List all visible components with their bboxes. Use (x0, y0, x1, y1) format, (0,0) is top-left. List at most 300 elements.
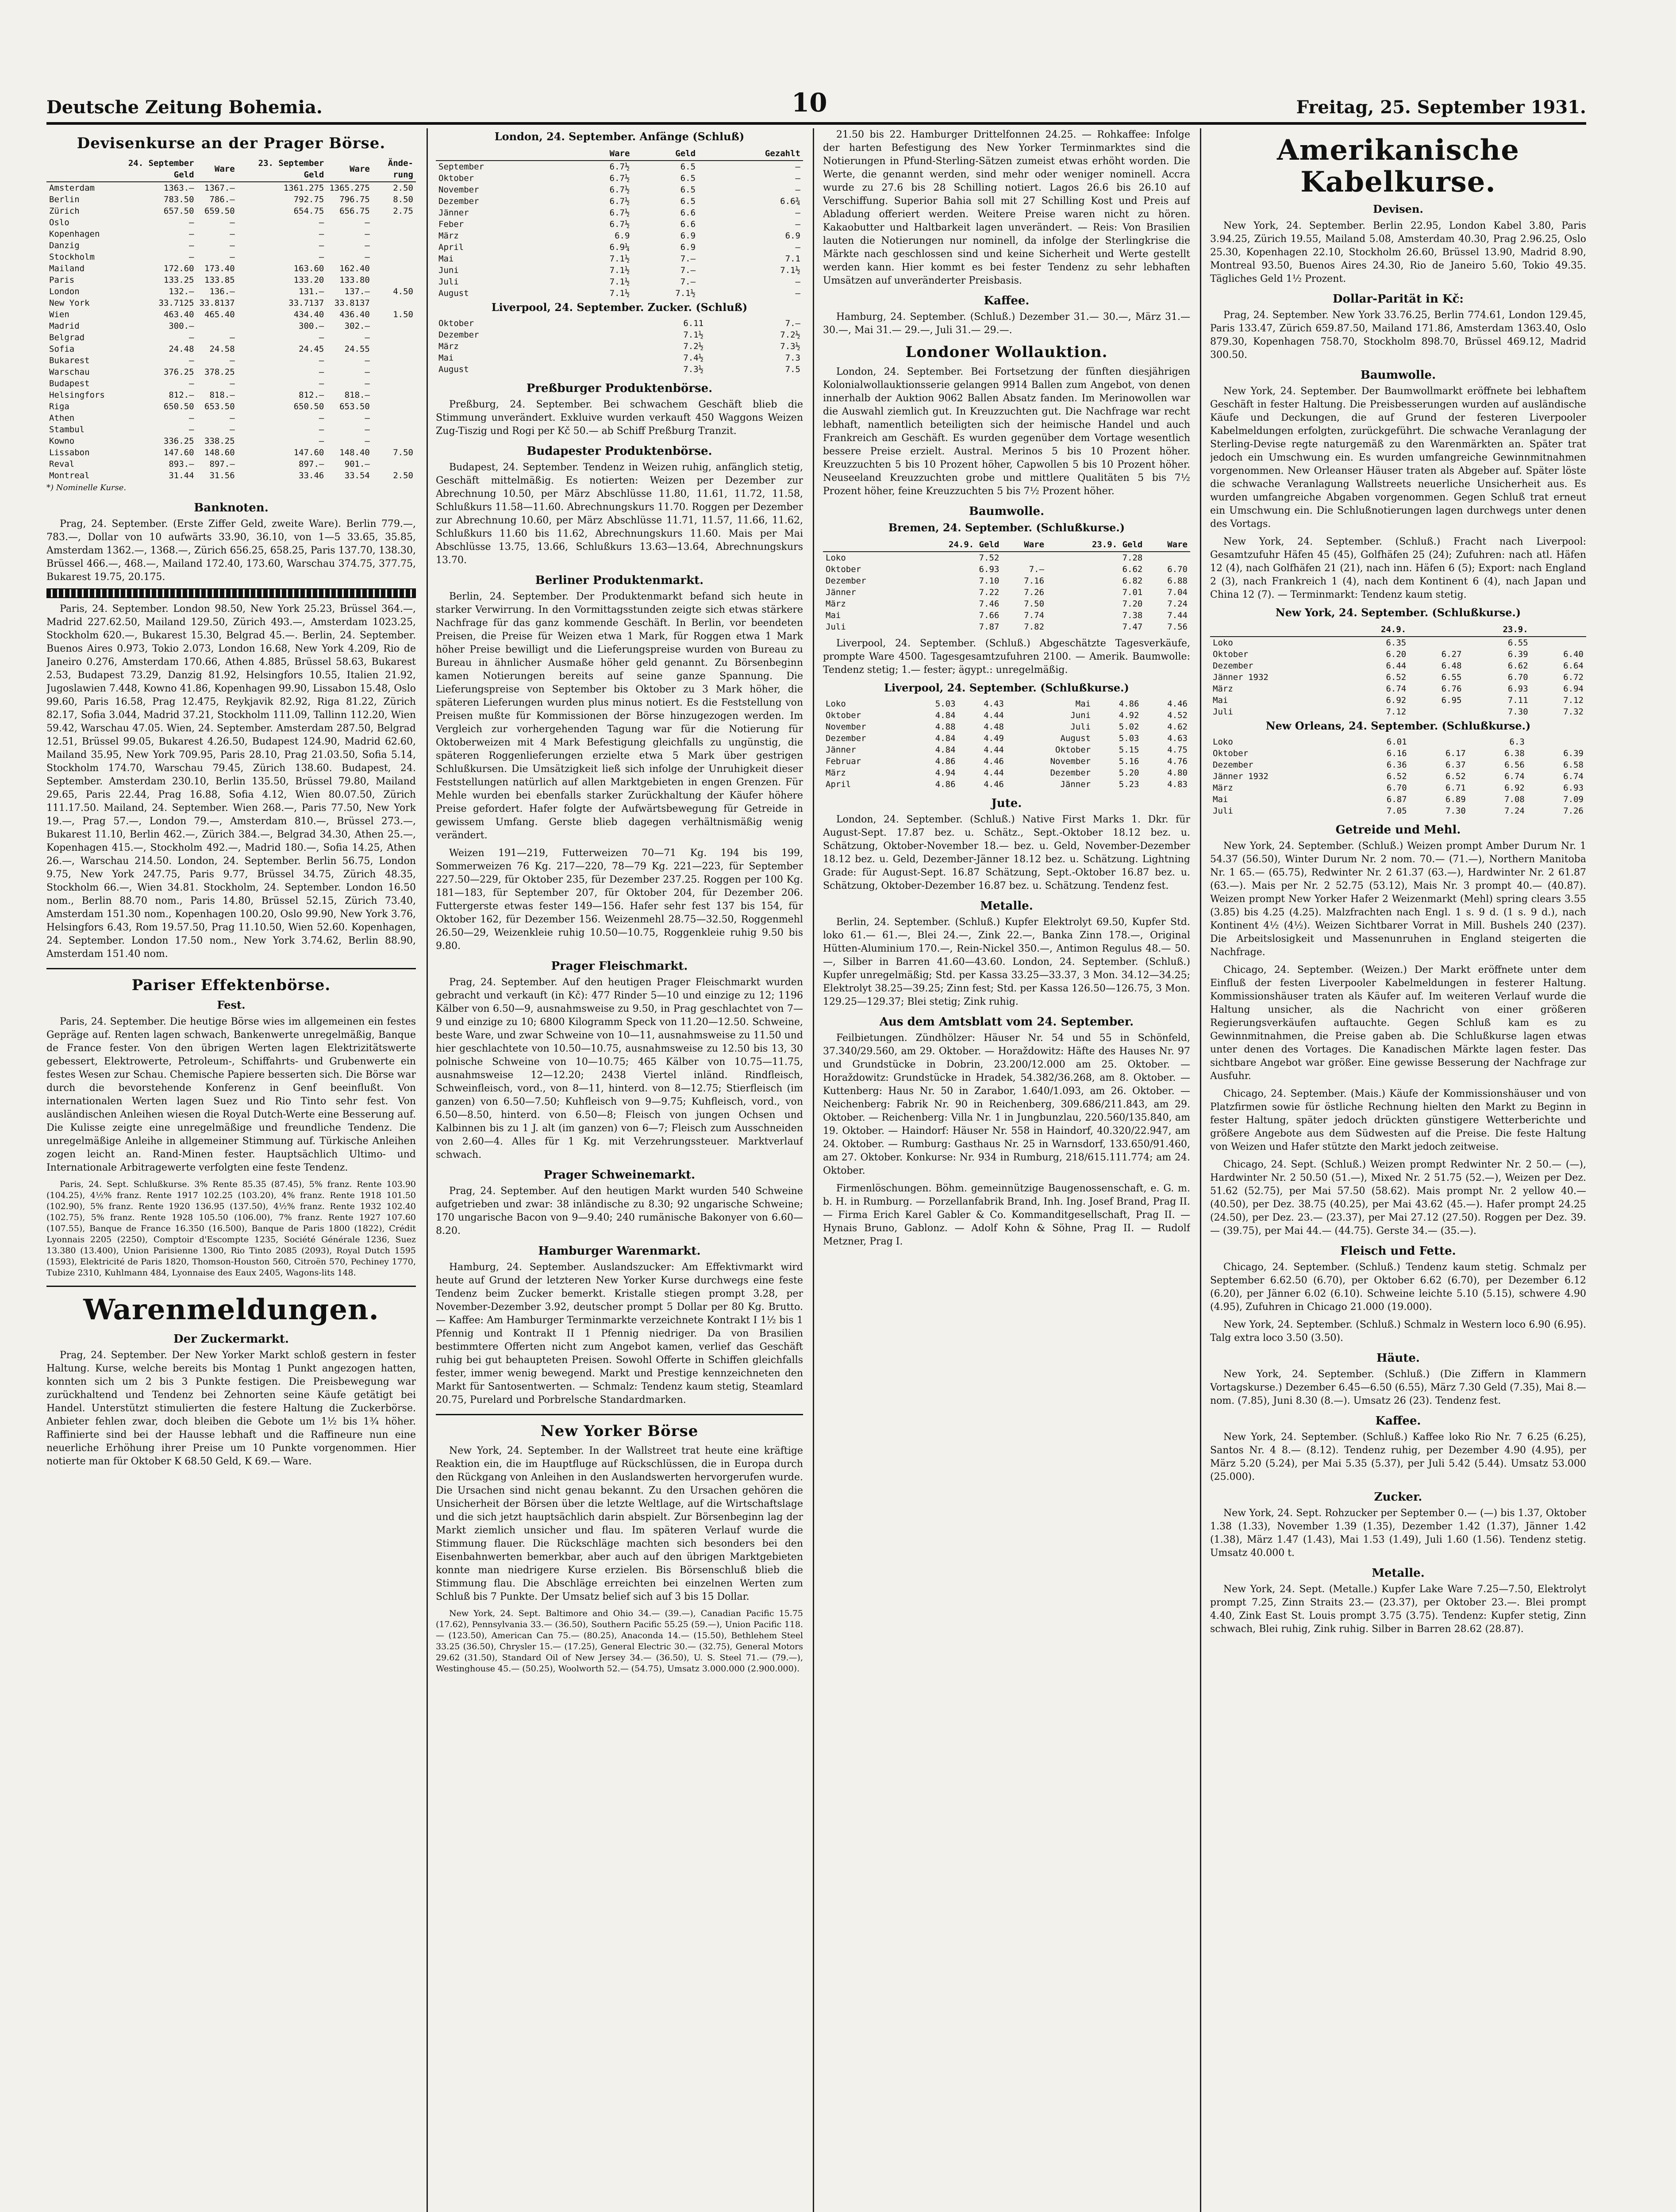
table-cell: 818.— (209, 390, 235, 400)
table-cell: 31.44 (169, 471, 194, 480)
table-cell: — (319, 436, 324, 446)
table-cell: Feber (438, 219, 464, 229)
table-cell (373, 435, 416, 447)
table-cell: Stambul (49, 425, 85, 434)
table-cell: 4.80 (1167, 768, 1188, 778)
table-cell: 4.63 (1167, 733, 1188, 743)
table-row (436, 364, 803, 375)
table-cell: 7.82 (1024, 622, 1045, 632)
table-row (823, 710, 1190, 721)
table-cell: 4.86 (1119, 699, 1139, 709)
table-cell (373, 401, 416, 412)
table-row (1210, 736, 1586, 748)
table-cell: 133.25 (163, 275, 194, 285)
nyboerse-courses: New York, 24. Sept. Baltimore and Ohio 34.— (39.—), Canadian Pacific 15.75 (17.62), Pennsylvania 33.— (36.50), Southern Pacific 55.25 (59.—), Union Pacific 118.— (123.50), American Can 75.— (80.25), Anaconda 14.— (15.50), Bethlehem Steel 33.25 (36.50), Chrysler 15.— (17.25), General Electric 30.— (32.75), General Motors 29.62 (31.50), Standard Oil of New Jersey 34.— (36.50), U. S. Steel 71.— (79.—), Westinghouse 45.— (50.25), Woolworth 52.— (54.75), Umsatz 3.000.000 (2.900.000). (436, 1609, 803, 1674)
table-cell: — (795, 162, 800, 172)
table-cell: 4.84 (935, 710, 956, 720)
table-header-cell: 23. September Geld (238, 157, 327, 182)
table-cell: Lissabon (49, 448, 90, 457)
table-row (436, 196, 803, 207)
table-row (823, 767, 1190, 779)
table-row (46, 470, 416, 481)
table-cell (373, 458, 416, 470)
table-row (823, 744, 1190, 756)
table-cell: London (49, 287, 80, 296)
bremen-heading: Bremen, 24. September. (Schlußkurse.) (888, 521, 1125, 534)
section-rule (46, 968, 416, 969)
table-cell: 4.84 (935, 733, 956, 743)
table-cell: Dezember (438, 330, 479, 340)
table-cell: 796.75 (339, 195, 370, 204)
table-cell: 6.7½ (609, 219, 630, 229)
table-row (46, 343, 416, 355)
table-cell: 7.24 (1504, 806, 1525, 816)
table-cell: 7.12 (1386, 707, 1407, 717)
table-cell: — (795, 208, 800, 218)
table-cell: 7.22 (979, 588, 999, 597)
table-row (46, 389, 416, 401)
ny-baumwolle-heading: Baumwolle. (1360, 369, 1436, 382)
table-cell: 33.54 (344, 471, 370, 480)
table-cell: 6.39 (1507, 649, 1528, 659)
table-cell: 6.01 (1386, 737, 1407, 747)
table-cell: 6.5 (680, 162, 696, 172)
table-row (436, 318, 803, 329)
berlin-prices: Weizen 191—219, Futterweizen 70—71 Kg. 194 bis 199, Sommerweizen 76 Kg. 217—220, 78—79 Kg. 221—223, für September 227.50—229, für Oktober 235, für Dezember 237.25. Roggen per 100 Kg. 181—183, für September 207, für Oktober 204, für Dezember 206. Futtergerste etwas fester 149—156. Hafer sehr fest 137 bis 154, für Oktober 162, für Dezember 156. Weizenmehl 28.75—32.50, Roggenmehl 26.50—29, Weizenkleie ruhig 10.50—10.75, Roggenkleie ruhig 9.50 bis 9.80. (436, 848, 803, 952)
table-cell: April (438, 242, 464, 252)
table-cell: 6.5 (680, 173, 696, 183)
table-row (46, 205, 416, 217)
hamburg-heading: Hamburger Warenmarkt. (538, 1244, 701, 1258)
table-cell: 6.82 (1122, 576, 1143, 586)
rohkaffee-text: 21.50 bis 22. Hamburger Drittelfonnen 24.25. — Rohkaffee: Infolge der harten Befestigung des New Yorker Terminmarktes sind die Notierungen in Pfund-Sterling-Sätzen zumeist etwas erhöht worden. Die Werte, die genannt werden, sind mehr oder weniger nominell. Accra wurde zu 27.6 bis 28 Schilling notiert. Lagos 26.6 bis 26.10 auf Verschiffung. Superior Bahia soll mit 27 Schilling Kost und Preis auf Abladung offeriert werden. Weitere Preise waren nicht zu hören. Kakaobutter und Haltbarkeit lagen unverändert. — Reis: Von Brasilien lauten die Notierungen nur nominell, da infolge der Sterlingkrise die Märkte nach geschlossen sind und keine Sicherheit und Werte gestellt werden kann. Hier kommt es bei fester Tendenz zu sehr lebhaften Umsätzen auf unveränderter Preisbasis. (823, 129, 1190, 286)
prag-schwein-text: Prag, 24. September. Auf den heutigen Markt wurden 540 Schweine aufgetrieben und zwar: 38 inländische zu 8.30; 92 ungarische Schweine; 170 ungarische Bacon von 9—9.40; 240 rumänische Bakonyer von 6.60—8.20. (436, 1186, 803, 1237)
table-cell: Montreal (49, 471, 90, 480)
table-cell: 6.52 (1445, 772, 1466, 781)
table-cell: 7.87 (979, 622, 999, 632)
table-header-cell: 24. September Geld (108, 157, 197, 182)
table-cell: 163.60 (293, 264, 324, 273)
masthead (46, 87, 1586, 125)
column-4 (1210, 128, 1586, 2212)
table-cell: 4.49 (984, 733, 1004, 743)
table-header-cell (823, 538, 903, 552)
ny-baumwolle-text: New York, 24. September. Der Baumwollmarkt eröffnete bei lebhaftem Geschäft in fester Haltung. Die Preisbesserungen wurden auf ausländische Käufe und Deckungen, die auf Grund der festeren Liverpooler Kabelmeldungen erfolgten, zurückgeführt. Die schwache Veranlagung der Sterling-Devise regte naturgemäß zu den Warenmärkten an. Später trat jedoch ein Umschwung ein. Es wurden umfangreiche Gewinnmitnahmen vorgenommen. New Orleanser Häuser traten als Abgeber auf. Später löste die schwache Veranlagung Wallstreets neuerliche Unsicherheit aus. Es wurden umfangreiche Abgaben vorgenommen. Gegen Schluß trat erneut ein Umschwung ein. Die Schlußnotierungen lagen durchwegs unter denen des Vortags. (1210, 386, 1586, 530)
table-row (1210, 748, 1586, 759)
table-cell: 7.08 (1504, 795, 1525, 804)
table-cell: Oktober (1055, 745, 1091, 755)
table-cell: 24.58 (209, 344, 235, 354)
auslandsboersen-text: Paris, 24. September. London 98.50, New York 25.23, Brüssel 364.—, Madrid 227.62.50, Mailand 129.50, Zürich 493.—, Amsterdam 1023.25, Stockholm 620.—, Bukarest 15.30, Belgrad 45.—. Berlin, 24. September. Buenos Aires 0.973, Tokio 2.073, London 16.68, New York 4.209, Rio de Janeiro 0.276, Amsterdam 170.66, Athen 4.885, Brüssel 58.63, Bukarest 2.53, Budapest 73.29, Danzig 81.92, Helsingfors 10.55, Italien 21.92, Jugoslawien 7.448, Kowno 41.86, Kopenhagen 99.90, Lissabon 15.48, Oslo 99.60, Paris 16.58, Prag 12.475, Reykjavik 82.92, Riga 81.22, Zürich 82.17, Sofia 3.044, Madrid 37.21, Stockholm 111.09, Tallinn 112.20, Wien 59.42, Warschau 47.05. Wien, 24. September. Amsterdam 287.50, Belgrad 12.51, Brüssel 99.05, Bukarest 4.26.50, Budapest 124.90, Madrid 62.60, Mailand 35.95, New York 709.95, Paris 28.10, Prag 21.03.50, Sofia 5.14, Stockholm 174.70, Warschau 79.45, Zürich 138.60. Budapest, 24. September. Amsterdam 230.10, Berlin 135.50, Brüssel 79.80, Mailand 29.65, Paris 22.44, Prag 16.88, Sofia 4.12, Wien 80.07.50, Zürich 111.17.50. Mailand, 24. September. Wien 268.—, Paris 77.50, New York 19.—, Prag 57.—, London 79.—, Amsterdam 810.—, Brüssel 273.—, Bukarest 11.10, Berlin 462.—, Zürich 384.—, Belgrad 34.30, Athen 25.—, Kopenhagen 415.—, Stockholm 492.—, Madrid 180.—, Sofia 14.25, Athen 26.—, Warschau 214.50. London, 24. September. Berlin 56.75, London 9.75, New York 247.75, Paris 9.77, Brüssel 34.75, Zürich 48.35, Stockholm 66.—, Wien 34.81. Stockholm, 24. September. London 16.50 nom., Berlin 88.70 nom., Paris 14.80, Brüssel 52.15, Zürich 73.40, Amsterdam 151.30 nom., Kopenhagen 100.20, Oslo 99.90, New York 3.76, Helsingfors 6.43, Rom 19.57.50, Prag 11.10.50, Wien 52.60. Kopenhagen, 24. September. London 17.50 nom., New York 3.74.62, Berlin 88.90, Amsterdam 151.40 nom. (46, 603, 416, 960)
table-cell: 6.35 (1386, 638, 1407, 648)
table-cell: 812.— (299, 390, 324, 400)
table-cell: 7.1½ (683, 330, 704, 340)
table-cell: 7.04 (1167, 588, 1188, 597)
table-cell: 5.03 (1119, 733, 1139, 743)
london-zucker-table (436, 147, 803, 299)
table-cell: 33.8137 (199, 298, 235, 308)
table-cell: — (189, 229, 194, 239)
table-cell: — (230, 356, 235, 365)
table-row (1210, 759, 1586, 771)
table-row (46, 274, 416, 286)
table-cell: — (365, 436, 370, 446)
table-cell: Mai (1213, 695, 1228, 705)
table-cell: — (365, 229, 370, 239)
table-cell: 6.9 (785, 231, 800, 241)
prag-fleisch-heading: Prager Fleischmarkt. (551, 960, 688, 973)
table-row (823, 756, 1190, 767)
table-cell (373, 240, 416, 251)
table-cell: — (319, 252, 324, 262)
table-row (823, 733, 1190, 744)
table-cell: Mai (826, 611, 841, 620)
ny-zucker-heading: Zucker. (1374, 1490, 1422, 1504)
table-cell: 6.72 (1563, 672, 1584, 682)
ny-bw-heading: New York, 24. September. (Schlußkurse.) (1275, 606, 1521, 619)
table-cell: 7.56 (1167, 622, 1188, 632)
table-cell: Dezember (826, 576, 866, 586)
table-cell: — (319, 356, 324, 365)
table-cell: März (826, 599, 846, 609)
table-cell: — (795, 242, 800, 252)
table-cell: 6.6 (680, 219, 696, 229)
ny-schmalz-text: New York, 24. September. (Schluß.) Schmalz in Western loco 6.90 (6.95). Talg extra loco 3.50 (3.50). (1210, 1319, 1586, 1344)
wolle-text: London, 24. September. Bei Fortsetzung der fünften diesjährigen Kolonialwollauktionsserie gelangen 9914 Ballen zum Angebot, von denen innerhalb der Auktion 9062 Ballen Absatz fanden. Im Merinowollen war die Auswahl ziemlich gut. In Kreuzzuchten gut. Die Nachfrage war recht lebhaft, namentlich beteiligten sich der heimische Handel und auch Frankreich am Geschäft. Es wurden gegenüber dem Vortage wesentlich bessere Preise erzielt. Austral. Merinos 5 bis 10 Prozent höher. Kreuzzuchten 5 bis 10 Prozent höher, Capwollen 5 bis 10 Prozent höher. Neuseeland Kreuzzuchten grobe und mittlere Qualitäten 5 bis 7½ Prozent höher, feine Kreuzzuchten 5 bis 7½ Prozent höher. (823, 366, 1190, 497)
london-zucker-heading: London, 24. September. Anfänge (Schluß) (494, 130, 745, 143)
berlin-heading: Berliner Produktenmarkt. (535, 574, 704, 587)
table-cell: 6.74 (1563, 772, 1584, 781)
table-cell: 4.76 (1167, 757, 1188, 766)
table-cell: Reval (49, 459, 75, 469)
table-cell: 7.11 (1507, 695, 1528, 705)
table-header-cell (46, 157, 108, 182)
table-cell: 300.— (169, 321, 194, 331)
table-cell: 6.62 (1122, 565, 1143, 574)
table-cell: Paris (49, 275, 75, 285)
table-cell: 434.40 (293, 310, 324, 319)
table-header-cell: Ware (197, 157, 238, 182)
metalle-text: Berlin, 24. September. (Schluß.) Kupfer Elektrolyt 69.50, Kupfer Std. loko 61.— 61.—, Blei 24.—, Zink 22.—, Banka Zinn 178.—, Original Hütten-Aluminium 170.—, Rein-Nickel 350.—, Antimon Regulus 48.— 50.—, Silber in Barren 41.60—43.60. London, 24. September. (Schluß.) Kupfer unregelmäßig; Std. per Kassa 33.25—33.37, 3 Mon. 34.12—34.25; Elektrolyt 38.25—39.25; Zinn fest; Std. per Kassa 126.50—126.75, 3 Mon. 129.25—129.37; Blei stetig; Zink ruhig. (823, 917, 1190, 1007)
table-cell: — (319, 413, 324, 423)
table-header-cell: 24.9. (1342, 623, 1409, 637)
table-cell: Kopenhagen (49, 229, 100, 239)
table-cell: 4.43 (984, 699, 1004, 709)
table-cell: Oslo (49, 218, 69, 227)
table-cell: 7.3 (785, 353, 800, 363)
table-cell: Stockholm (49, 252, 95, 262)
table-cell: 6.95 (1441, 695, 1462, 705)
table-cell: 7.52 (979, 553, 999, 563)
chicago-text: Chicago, 24. September. (Weizen.) Der Markt eröffnete unter dem Einfluß der festen Liverpooler Kabelmeldungen in festerer Haltung. Kommissionshäuser traten als Käufer auf. Im weiteren Verlauf wurde die Haltung unsicher, als die Nachricht von einer größeren Regierungsverkäufen auftauchte. Gegen Schluß kam es zu Gewinnmitnahmen, die Preise gaben ab. Die Schlußkurse lagen etwas unter denen des Vortages. Die Kanadischen Märkte lagen fester. Das sichtbare Angebot war größer. Eine gewisse Besserung der Nachfrage zur Ausfuhr. (1210, 964, 1586, 1082)
table-cell: 654.75 (293, 206, 324, 216)
table-cell: Loko (1213, 638, 1233, 648)
chicago-mais: Chicago, 24. September. (Mais.) Käufe der Kommissionshäuser und von Platzfirmen sowie für östliche Rechnung hielten den Markt zu Beginn in fester Haltung, später jedoch drückten günstigere Wetterberichte und größere Angebote aus dem Südwesten auf die Preise. Die feste Haltung von Weizen und Hafer stützte den Markt jedoch zeitweise. (1210, 1088, 1586, 1152)
table-row (436, 288, 803, 299)
table-row (1210, 805, 1586, 817)
fleisch-heading: Fleisch und Fette. (1340, 1244, 1456, 1258)
table-cell: 7.1½ (780, 265, 800, 275)
table-cell: 6.52 (1386, 772, 1407, 781)
table-cell: 6.7½ (609, 185, 630, 195)
table-row (436, 253, 803, 265)
table-row (823, 587, 1190, 598)
table-row (1210, 695, 1586, 706)
table-cell (1527, 736, 1586, 748)
table-cell: 6.58 (1563, 760, 1584, 770)
devisen-subheading: Devisen. (1373, 203, 1423, 215)
table-row (1210, 637, 1586, 649)
table-cell: 6.40 (1563, 649, 1584, 659)
jute-heading: Jute. (991, 797, 1022, 810)
table-cell: — (795, 277, 800, 287)
table-cell: Budapest (49, 379, 90, 388)
table-cell: Dezember (438, 196, 479, 206)
table-cell: — (319, 229, 324, 239)
table-cell: Februar (826, 757, 861, 766)
table-cell: 6.70 (1507, 672, 1528, 682)
table-cell: 24.45 (299, 344, 324, 354)
table-cell: 6.92 (1504, 783, 1525, 793)
ny-kaffee-text: New York, 24. September. (Schluß.) Kaffee loko Rio Nr. 7 6.25 (6.25), Santos Nr. 4 8.— (8.12). Tendenz ruhig, per Dezember 4.90 (4.95), per März 5.20 (5.24), per Mai 5.35 (5.37), per Juli 5.42 (5.44). Umsatz 53.000 (25.000). (1210, 1432, 1586, 1482)
table-cell: 465.40 (204, 310, 235, 319)
table-cell: 650.50 (293, 402, 324, 411)
table-cell: März (438, 231, 459, 241)
table-header-cell: 23.9. (1465, 623, 1531, 637)
table-cell: 6.7½ (609, 162, 630, 172)
table-cell: 7.50 (1024, 599, 1045, 609)
table-cell: 7.— (680, 277, 696, 287)
table-cell: Amsterdam (49, 183, 95, 193)
table-row (436, 352, 803, 364)
column-rule (813, 128, 814, 2212)
paris-subheading: Fest. (217, 998, 246, 1011)
table-cell: Loko (826, 699, 846, 709)
table-cell: — (319, 425, 324, 434)
table-cell: — (319, 379, 324, 388)
table-cell: 5.02 (1119, 722, 1139, 732)
table-cell: 4.83 (1167, 780, 1188, 789)
table-cell: Mailand (49, 264, 85, 273)
table-cell: 5.20 (1119, 768, 1139, 778)
table-cell: Oktober (1213, 649, 1249, 659)
table-cell: 133.80 (339, 275, 370, 285)
table-cell: Juli (826, 622, 846, 632)
table-cell: Madrid (49, 321, 80, 331)
table-cell: Mai (1213, 795, 1228, 804)
table-cell: 6.64 (1563, 661, 1584, 671)
fleisch-text: Chicago, 24. September. (Schluß.) Tendenz kaum stetig. Schmalz per September 6.62.50 (6.70), per Oktober 6.62 (6.70), per Dezember 6.12 (6.20), per Jänner 6.02 (6.10). Schweine leichte 5.10 (5.15), schwere 4.90 (4.95), Zufuhren in Chicago 21.000 (19.000). (1210, 1262, 1586, 1313)
table-header-cell: Änderung (373, 157, 416, 182)
table-cell: Juli (1213, 806, 1233, 816)
table-cell: 659.50 (204, 206, 235, 216)
table-cell: 4.75 (1167, 745, 1188, 755)
table-row (436, 341, 803, 352)
table-row (823, 575, 1190, 587)
table-cell: 7.4½ (683, 353, 704, 363)
table-cell: 6.17 (1445, 749, 1466, 758)
zucker-heading: Der Zuckermarkt. (173, 1333, 289, 1346)
table-row (46, 401, 416, 412)
table-row (46, 320, 416, 332)
table-cell: Dezember (1213, 760, 1253, 770)
table-cell: 5.15 (1119, 745, 1139, 755)
table-cell: — (189, 218, 194, 227)
table-cell: — (365, 425, 370, 434)
table-cell: 7.30 (1445, 806, 1466, 816)
table-row (46, 251, 416, 263)
table-row (46, 412, 416, 424)
table-cell (1409, 637, 1464, 649)
table-row (1210, 660, 1586, 672)
table-row (46, 182, 416, 194)
table-cell: — (230, 379, 235, 388)
table-cell: 132.— (169, 287, 194, 296)
table-cell: Oktober (438, 319, 474, 328)
ny-bw-table (1210, 623, 1586, 718)
nyboerse-heading: New Yorker Börse (540, 1422, 699, 1440)
kabelkurse-heading: Amerikanische Kabelkurse. (1276, 134, 1520, 199)
table-cell: 5.03 (935, 699, 956, 709)
table-cell (373, 424, 416, 435)
table-cell (373, 332, 416, 343)
table-cell: Jänner (826, 588, 856, 597)
table-cell: November (438, 185, 479, 195)
table-row (46, 228, 416, 240)
table-cell: Mai (438, 254, 454, 264)
table-cell: 7.01 (1122, 588, 1143, 597)
table-row (1210, 794, 1586, 805)
table-cell: 6.6¾ (780, 196, 800, 206)
table-cell: 653.50 (339, 402, 370, 411)
table-header-cell: 23.9. Geld (1047, 538, 1145, 552)
column-2 (436, 128, 803, 2212)
table-cell: Oktober (438, 173, 474, 183)
table-cell: 6.93 (979, 565, 999, 574)
table-header-cell: Ware (1002, 538, 1047, 552)
table-cell: Loko (1213, 737, 1233, 747)
table-cell: Dezember (1050, 768, 1091, 778)
table-cell: 7.44 (1167, 611, 1188, 620)
table-cell: 147.60 (293, 448, 324, 457)
table-cell: 7.1½ (609, 288, 630, 298)
ny-metalle-text: New York, 24. Sept. (Metalle.) Kupfer Lake Ware 7.25—7.50, Elektrolyt prompt 7.25, Zinn Straits 23.— (23.37), per Oktober 23.—. Blei prompt 4.40, Zink East St. Louis prompt 3.75 (3.75). Tendenz: Kupfer stetig, Zinn schwach, Blei ruhig, Zink ruhig. Silber in Barren 28.62 (28.87). (1210, 1584, 1586, 1635)
table-cell: Wien (49, 310, 69, 319)
table-cell: — (365, 241, 370, 250)
table-cell: 7.10 (979, 576, 999, 586)
table-cell: 7.— (1029, 565, 1045, 574)
table-cell: 4.84 (935, 745, 956, 755)
table-cell: 5.16 (1119, 757, 1139, 766)
table-row (436, 230, 803, 242)
table-row (46, 297, 416, 309)
prag-fleisch-text: Prag, 24. September. Auf den heutigen Prager Fleischmarkt wurden gebracht und verkauft (in Kč): 477 Rinder 5—10 und einzige zu 12; 1196 Kälber von 6.50—9, ausnahmsweise zu 9.50, in Prag geschlachtet von 7—9 und einzige zu 10; 6800 Kilogramm Speck von 11.20—12.50. Schweine, beste Ware, und zwar Schweine von 10—11, ausnahmsweise zu 11.50 und hier geschlachtete von 10.50—10.75, ausnahmsweise zu 12.50 bis 13, 30 polnische Schweine von 10—10.75; 465 Kälber von 10.75—11.75, ausnahmsweise 12—12.20; 2438 Viertel inländ. Rindfleisch, Schweinfleisch, vord., von 8—11, hinterd. von 8—12.75; Stierfleisch (im ganzen) von 6.50—7.50; Kuhfleisch von 9—9.75; Kuhfleisch, vord., von 6.50—8.50, hinterd. von 6.50—8; Fleisch von jungen Ochsen und Kalbinnen bis zu 1 J. alt (im ganzen) von 6—7; Fleisch zum Ausschneiden von 2.60—4. Alles für 1 Kg. mit Verzehrungssteuer. Marktverlauf schwach. (436, 977, 803, 1160)
table-cell: 4.86 (935, 780, 956, 789)
table-cell: 24.55 (344, 344, 370, 354)
table-row (823, 621, 1190, 633)
ny-bw-lead: New York, 24. September. (Schluß.) Fracht nach Liverpool: Gesamtzufuhr Häfen 45 (45), Golfhäfen 25 (24); Zufuhren: nach atl. Häfen 12 (4), nach Golfhäfen 21 (21), nach inn. Häfen 6 (5); Export: nach England 2 (3), nach Frankreich 1 (4), nach dem Kontinent 6 (4), nach Japan und China 12 (7). — Terminmarkt: Tendenz kaum stetig. (1210, 536, 1586, 600)
firmen-text: Firmenlöschungen. Böhm. gemeinnützige Baugenossenschaft, e. G. m. b. H. in Rumburg. — Porzellanfabrik Brand, Inh. Ing. Josef Brand, Prag II. — Firma Erich Karel Gabler & Co. Kommanditgesellschaft, Prag II. — Hynais Bruno, Gablonz. — Adolf Kohn & Söhne, Prag II. — Rudolf Metzner, Prag I. (823, 1183, 1190, 1247)
table-cell: 436.40 (339, 310, 370, 319)
table-cell: 6.70 (1386, 783, 1407, 793)
table-cell: 376.25 (163, 367, 194, 377)
table-cell: — (365, 413, 370, 423)
table-cell: Belgrad (49, 333, 85, 342)
table-cell: Warschau (49, 367, 90, 377)
table-cell: 6.9 (680, 242, 696, 252)
column-3 (823, 128, 1190, 2212)
table-cell: 897.— (209, 459, 235, 469)
table-cell: Helsingfors (49, 390, 105, 400)
paris-courses: Paris, 24. Sept. Schlußkurse. 3% Rente 85.35 (87.45), 5% franz. Rente 103.90 (104.25), 4½% franz. Rente 1917 102.25 (103.20), 4% franz. Rente 1918 101.50 (102.90), 5% franz. Rente 1920 136.95 (137.50), 4½% franz. Rente 1932 102.40 (102.75), 5% franz. Rente 1928 105.50 (106.00), 7% franz. Rente 1927 107.60 (107.55), Banque de France 16.350 (16.500), Banque de Paris 1800 (1822), Crédit Lyonnais 2205 (2250), Comptoir d'Escompte 1235, Société Générale 1236, Suez 13.380 (13.400), Union Parisienne 1300, Rio Tinto 2085 (2093), Royal Dutch 1595 (1593), Elektricité de Paris 1820, Thomson-Houston 560, Citroën 570, Pechiney 1770, Tubize 2310, Kuhlmann 484, Lyonnaise des Eaux 2405, Wagons-lits 148. (46, 1179, 416, 1278)
table-cell: 7.28 (1122, 553, 1143, 563)
table-cell: 7.3½ (780, 342, 800, 351)
dollar-parity-heading: Dollar-Parität in Kč: (1332, 292, 1464, 306)
table-cell: 7.2½ (683, 342, 704, 351)
table-cell: 783.50 (163, 195, 194, 204)
table-cell: 650.50 (163, 402, 194, 411)
table-row (46, 355, 416, 366)
table-cell: August (1060, 733, 1091, 743)
table-row (1210, 782, 1586, 794)
table-cell: 792.75 (293, 195, 324, 204)
table-row (823, 698, 1190, 710)
table-row (46, 194, 416, 205)
table-cell: Jänner (438, 208, 469, 218)
table-cell: 893.— (169, 459, 194, 469)
table-row (436, 276, 803, 288)
table-header-cell: Ware (327, 157, 373, 182)
table-header-cell: 24.9. Geld (903, 538, 1002, 552)
ny-metalle-heading: Metalle. (1372, 1567, 1425, 1580)
table-cell: 5.23 (1119, 780, 1139, 789)
table-cell: 6.74 (1504, 772, 1525, 781)
table-cell: 378.25 (204, 367, 235, 377)
table-cell: 2.50 (393, 183, 413, 193)
table-cell: — (189, 413, 194, 423)
table-cell: 338.25 (204, 436, 235, 446)
table-row (46, 447, 416, 458)
table-cell: 6.93 (1563, 783, 1584, 793)
table-cell: Berlin (49, 195, 80, 204)
table-cell: 136.— (209, 287, 235, 296)
table-cell: 33.46 (299, 471, 324, 480)
table-cell: — (319, 218, 324, 227)
table-cell: 7.46 (979, 599, 999, 609)
pressburg-heading: Preßburger Produktenbörse. (526, 382, 713, 395)
table-cell: 6.55 (1507, 638, 1528, 648)
table-cell: 7.05 (1386, 806, 1407, 816)
table-cell: 6.38 (1504, 749, 1525, 758)
table-cell: 7.12 (1563, 695, 1584, 705)
table-cell: 2.50 (393, 471, 413, 480)
table-cell: 7.— (680, 254, 696, 264)
column-rule (1200, 128, 1201, 2212)
table-cell: 6.76 (1441, 684, 1462, 694)
table-cell: 133.85 (204, 275, 235, 285)
table-row (46, 378, 416, 389)
banknoten-text: Prag, 24. September. (Erste Ziffer Geld, zweite Ware). Berlin 779.—, 783.—, Dollar von 10 aufwärts 33.90, 36.10, von 1—5 33.65, 35.85, Amsterdam 1362.—, 1368.—, Zürich 656.25, 658.25, Paris 137.70, 138.30, Brüssel 466.—, 468.—, Mailand 172.40, 173.60, Warschau 374.75, 377.75, Bukarest 19.75, 20.175. (46, 518, 416, 583)
table-cell: 6.88 (1167, 576, 1188, 586)
table-cell: Kowno (49, 436, 75, 446)
table-cell: Loko (826, 553, 846, 563)
table-cell (373, 263, 416, 274)
devisen-heading: Devisenkurse an der Prager Börse. (77, 134, 386, 152)
table-cell: — (319, 367, 324, 377)
table-cell: — (365, 252, 370, 262)
table-header-cell (436, 147, 567, 161)
table-cell: Oktober (1213, 749, 1249, 758)
